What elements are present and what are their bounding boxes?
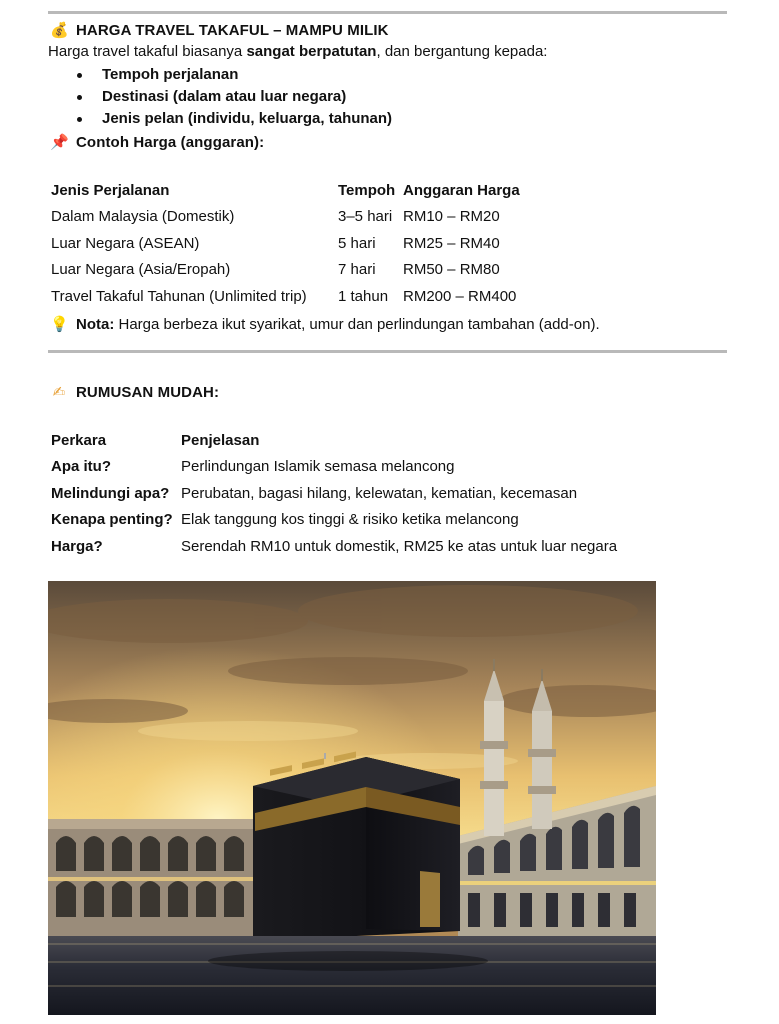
section-title-rumusan [50,383,219,401]
note-text: Harga berbeza ikut syarikat, umur dan perlindungan tambahan (add-on). [114,316,600,333]
price-table [51,177,524,310]
list-item: Jenis pelan (individu, keluarga, tahunan) [76,108,392,130]
table-cell: Perlindungan Islamik semasa melancong [181,458,455,476]
intro-text: Harga travel takaful biasanya [48,43,247,60]
table-header-row [51,177,524,204]
intro-paragraph [48,43,547,60]
table-cell: 3–5 hari [338,208,393,226]
top-divider [48,11,727,14]
example-heading [50,133,264,151]
table-cell: Apa itu? [51,458,111,476]
list-item: Tempoh perjalanan [76,64,392,86]
table-row [51,230,524,257]
table-cell: RM10 – RM20 [403,208,500,226]
intro-bold-text: sangat berpatutan [246,43,377,60]
intro-tail-text: , dan bergantung kepada: [376,43,548,60]
table-cell: RM50 – RM80 [403,261,500,279]
table-cell: Kenapa penting? [51,511,173,529]
table-cell: RM200 – RM400 [403,287,517,305]
table-row [51,454,621,481]
table-cell: Serendah RM10 untuk domestik, RM25 ke atas untuk luar negara [181,537,618,555]
money-bag-icon: 💰 [50,21,69,39]
middle-divider [48,350,727,353]
table-cell: Melindungi apa? [51,484,170,502]
kaaba-illustration [48,581,656,1015]
example-title-text: Contoh Harga (anggaran): [76,134,265,151]
table-cell: Travel Takaful Tahunan (Unlimited trip) [51,287,307,305]
note-line [50,315,600,333]
table-row [51,480,621,507]
table-row [51,257,524,284]
table-cell: 1 tahun [338,287,389,305]
table-header: Perkara [51,431,107,449]
section-title-harga [50,21,389,39]
table-row [51,204,524,231]
kaaba-photo [48,581,656,1015]
table-cell: Elak tanggung kos tinggi & risiko ketika melancong [181,511,519,529]
lightbulb-icon: 💡 [50,315,69,333]
table-header: Jenis Perjalanan [51,181,170,199]
table-row [51,283,524,310]
table-header: Penjelasan [181,431,260,449]
table-row [51,533,621,560]
writing-hand-icon: ✍ [52,383,66,401]
left-colonnade [48,819,258,939]
table-cell: RM25 – RM40 [403,234,500,252]
table-cell: 5 hari [338,234,376,252]
table-cell: Dalam Malaysia (Domestik) [51,208,235,226]
list-item: Destinasi (dalam atau luar negara) [76,86,392,108]
table-header-row [51,427,621,454]
note-label: Nota: [76,316,115,333]
table-cell: 7 hari [338,261,376,279]
table-header: Tempoh [338,181,396,199]
section-title-text: RUMUSAN MUDAH: [76,384,220,401]
table-cell: Perubatan, bagasi hilang, kelewatan, kematian, kecemasan [181,484,578,502]
factor-list [76,64,392,130]
table-cell: Harga? [51,537,103,555]
kaaba [253,752,460,941]
table-cell: Luar Negara (Asia/Eropah) [51,261,231,279]
pushpin-icon: 📌 [50,133,69,151]
table-header: Anggaran Harga [403,181,520,199]
section-title-text: HARGA TRAVEL TAKAFUL – MAMPU MILIK [76,22,389,39]
table-row [51,507,621,534]
table-cell: Luar Negara (ASEAN) [51,234,200,252]
summary-table [51,427,621,560]
